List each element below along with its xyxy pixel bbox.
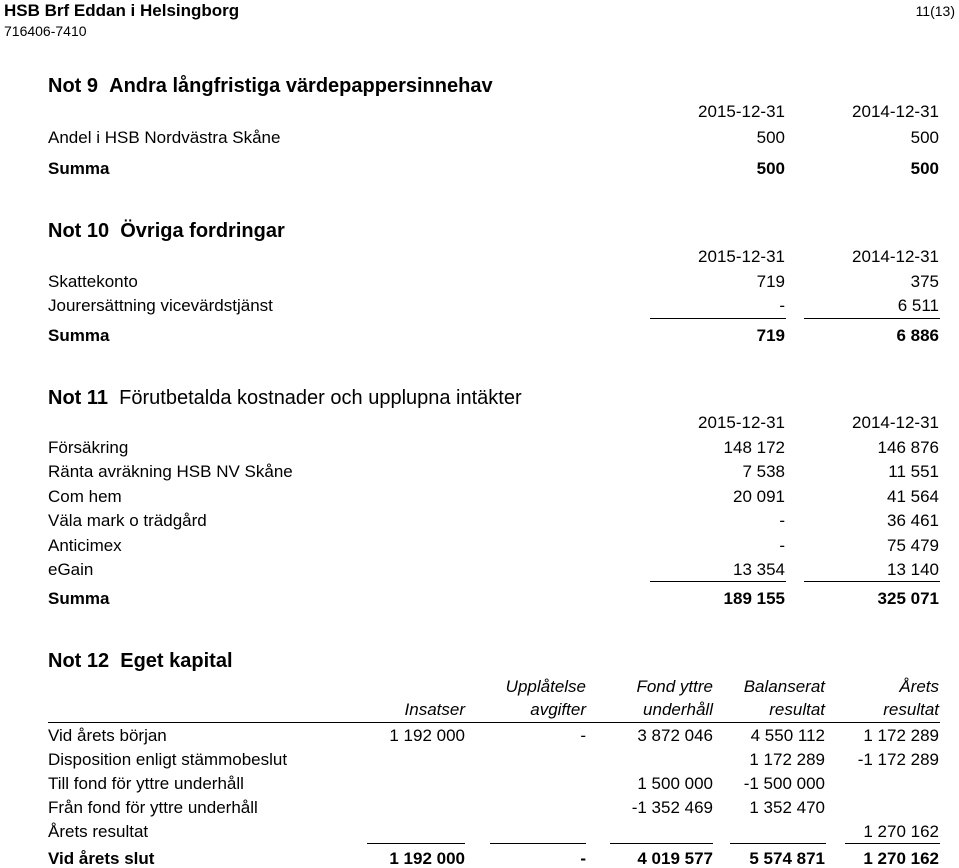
note10-sum-label: Summa xyxy=(48,326,110,345)
note12-row-label: Till fond för yttre underhåll xyxy=(48,774,244,793)
note12-cell: 4 550 112 xyxy=(750,726,825,745)
note12-underline-col5 xyxy=(845,843,940,844)
note11-row-label: Com hem xyxy=(48,487,122,506)
note9-sum-v2: 500 xyxy=(910,159,939,178)
organization-number: 716406-7410 xyxy=(4,23,87,39)
note12-underline-col1 xyxy=(367,843,465,844)
note11-underline-col2 xyxy=(804,581,940,582)
note12-cell: -1 500 000 xyxy=(743,774,825,793)
note11-title xyxy=(48,388,522,408)
note12-header-fond-line1: Fond yttre xyxy=(636,677,713,696)
note12-header-arets-line1: Årets xyxy=(899,677,939,696)
note10-row-v1: - xyxy=(779,296,785,315)
note11-row-v1: 13 354 xyxy=(733,560,785,579)
note11-sum-v1: 189 155 xyxy=(723,589,785,608)
note12-cell: -1 172 289 xyxy=(857,750,939,769)
note10-col2-header: 2014-12-31 xyxy=(852,247,939,266)
note9-sum-label: Summa xyxy=(48,159,110,178)
note11-row-v2: 41 564 xyxy=(887,487,939,506)
note12-number: Not 12 xyxy=(48,650,110,672)
note12-header-arets-line2: resultat xyxy=(883,700,939,719)
organization-name: HSB Brf Eddan i Helsingborg xyxy=(4,1,240,20)
note12-sum-cell: 4 019 577 xyxy=(637,849,713,868)
note11-row-v1: - xyxy=(779,536,785,555)
note12-header-avgifter-line1: Upplåtelse xyxy=(505,677,586,696)
note12-header-fond-line2: underhåll xyxy=(643,700,713,719)
note10-row-label: Skattekonto xyxy=(48,272,138,291)
note11-row-v1: 148 172 xyxy=(723,438,785,457)
note12-heading: Eget kapital xyxy=(120,650,233,672)
note12-cell: -1 352 469 xyxy=(631,798,713,817)
note11-row-v2: 146 876 xyxy=(877,438,939,457)
note12-sum-cell: 1 192 000 xyxy=(389,849,465,868)
note10-heading: Övriga fordringar xyxy=(120,220,285,242)
note10-row-v2: 375 xyxy=(910,272,939,291)
note10-sum-v1: 719 xyxy=(756,326,785,345)
note9-col1-header: 2015-12-31 xyxy=(698,102,785,121)
note12-row-label: Vid årets början xyxy=(48,726,167,745)
note11-sum-label: Summa xyxy=(48,589,110,608)
note12-row-label: Årets resultat xyxy=(48,822,149,841)
note12-sum-cell: - xyxy=(580,849,586,868)
note10-row-v2: 6 511 xyxy=(897,296,939,315)
note12-cell: 1 172 289 xyxy=(863,726,939,745)
note12-row-label: Från fond för yttre underhåll xyxy=(48,798,258,817)
note11-number: Not 11 xyxy=(48,387,109,409)
note12-underline-col2 xyxy=(490,843,586,844)
note11-row-v1: - xyxy=(779,511,785,530)
note12-header-rule xyxy=(48,722,940,723)
note11-row-v2: 13 140 xyxy=(887,560,939,579)
note10-sum-v2: 6 886 xyxy=(896,326,939,345)
note11-row-label: Ränta avräkning HSB NV Skåne xyxy=(48,462,293,481)
note12-underline-col4 xyxy=(730,843,826,844)
note12-sum-cell: 5 574 871 xyxy=(749,849,825,868)
note11-row-v2: 11 551 xyxy=(888,462,939,481)
note11-row-label: Försäkring xyxy=(48,438,129,457)
note11-heading: Förutbetalda kostnader och upplupna intäkter xyxy=(119,387,522,409)
note12-cell: 1 270 162 xyxy=(863,822,939,841)
note11-row-v2: 75 479 xyxy=(887,536,939,555)
note9-row-label: Andel i HSB Nordvästra Skåne xyxy=(48,128,281,147)
note9-number: Not 9 xyxy=(48,75,98,97)
note12-sum-cell: 1 270 162 xyxy=(863,849,939,868)
note12-cell: 1 172 289 xyxy=(749,750,825,769)
note9-sum-v1: 500 xyxy=(756,159,785,178)
note9-row-v2: 500 xyxy=(910,128,939,147)
page-number: 11(13) xyxy=(915,3,955,19)
note12-row-label: Disposition enligt stämmobeslut xyxy=(48,750,288,769)
note9-col2-header: 2014-12-31 xyxy=(852,102,939,121)
note11-sum-v2: 325 071 xyxy=(877,589,939,608)
note10-row-label: Jourersättning vicevärdstjänst xyxy=(48,296,273,315)
note11-row-label: Anticimex xyxy=(48,536,122,555)
note11-col1-header: 2015-12-31 xyxy=(698,413,785,432)
note10-row-v1: 719 xyxy=(756,272,785,291)
note12-cell: 1 352 470 xyxy=(749,798,825,817)
note11-col2-header: 2014-12-31 xyxy=(852,413,939,432)
note10-number: Not 10 xyxy=(48,220,110,242)
note12-cell: 1 500 000 xyxy=(637,774,713,793)
note12-sum-label: Vid årets slut xyxy=(48,849,155,868)
note10-title xyxy=(48,221,285,241)
note12-cell: 3 872 046 xyxy=(637,726,713,745)
note11-row-label: Väla mark o trädgård xyxy=(48,511,207,530)
note11-row-v1: 20 091 xyxy=(733,487,785,506)
note12-header-balanserat-line2: resultat xyxy=(769,700,825,719)
note9-row-v1: 500 xyxy=(756,128,785,147)
note12-header-avgifter-line2: avgifter xyxy=(530,700,586,719)
note11-row-v1: 7 538 xyxy=(742,462,785,481)
note12-header-insatser: Insatser xyxy=(404,700,465,719)
note12-underline-col3 xyxy=(610,843,713,844)
note12-cell: - xyxy=(580,726,586,745)
note9-title xyxy=(48,76,493,96)
note12-cell: 1 192 000 xyxy=(389,726,465,745)
note10-underline-col1 xyxy=(650,318,786,319)
note11-row-label: eGain xyxy=(48,560,94,579)
note12-header-balanserat-line1: Balanserat xyxy=(743,677,825,696)
note10-underline-col2 xyxy=(804,318,940,319)
note11-underline-col1 xyxy=(650,581,786,582)
note10-col1-header: 2015-12-31 xyxy=(698,247,785,266)
note9-heading: Andra långfristiga värdepappersinnehav xyxy=(109,75,493,97)
note11-row-v2: 36 461 xyxy=(887,511,939,530)
note12-title xyxy=(48,651,233,671)
